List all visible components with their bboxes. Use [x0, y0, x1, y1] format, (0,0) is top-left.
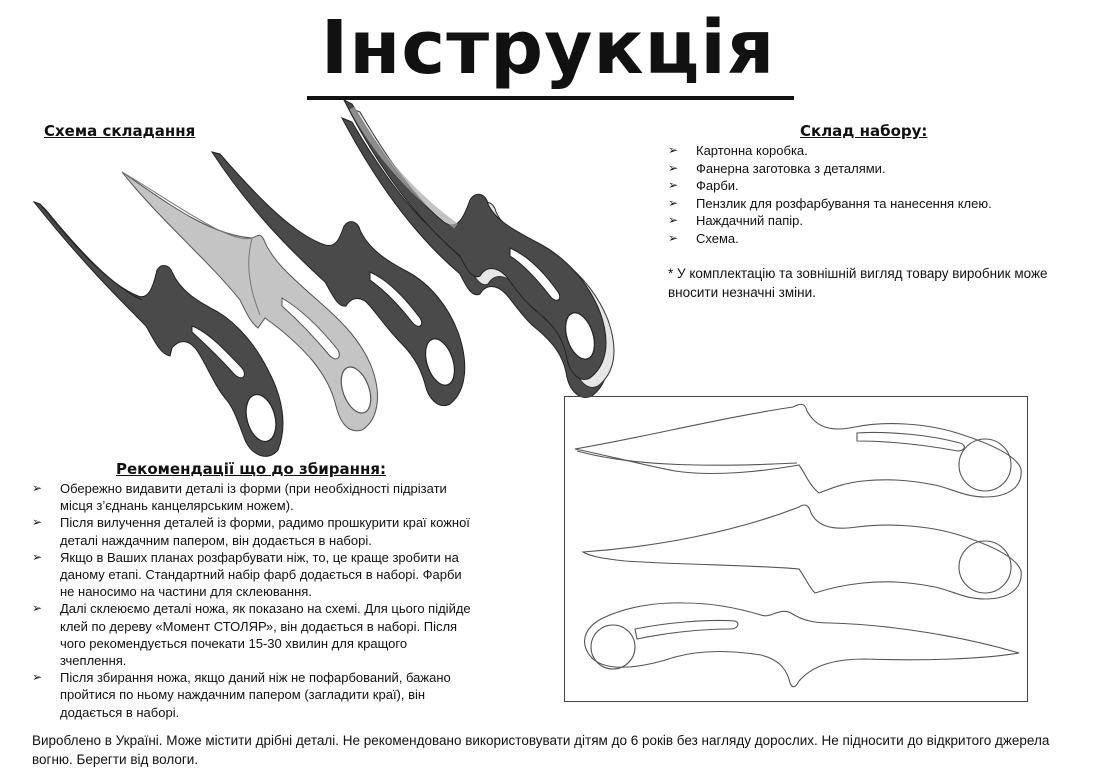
list-item: ➢ Обережно видавити деталі із форми (при необхідності підрізати місця з’єднань канцелярським ножем). — [32, 481, 447, 514]
footer-warning: Вироблено в Україні. Може містити дрібні деталі. Не рекомендовано використовувати дітям до 6 років без нагляду дорослих. Не підносити до відкритого джерела вогню. Берегти від вологи. — [32, 733, 1050, 767]
arrow-bullet-icon: ➢ — [668, 178, 679, 193]
list-item: ➢ Якщо в Ваших планах розфарбувати ніж, то, це краще зробити на даному етапі. Стандартний набір фарб додається в наборі. Фарби не наносимо на частини для склеювання. — [32, 549, 462, 600]
arrow-bullet-icon: ➢ — [668, 230, 679, 245]
arrow-bullet-icon: ➢ — [32, 481, 43, 495]
list-item: ➢ Далі склеюємо деталі ножа, як показано на схемі. Для цього підійде клей по дереву «Момент СТОЛЯР», він додається в наборі. Після чого рекомендується почекати 15-30 хвилин для кращого зчеплення. — [32, 601, 471, 669]
parts-template-drawing — [565, 397, 1027, 701]
recommendations-list — [32, 480, 477, 721]
list-item: ➢ Схема. — [668, 230, 739, 246]
list-item: ➢ Картонна коробка. — [668, 143, 808, 158]
list-item: ➢ Після збирання ножа, якщо даний ніж не пофарбований, бажано пройтися по ньому наждачним папером (загладити краї), він додається в наборі. — [32, 670, 451, 720]
arrow-bullet-icon: ➢ — [668, 143, 679, 157]
arrow-bullet-icon: ➢ — [32, 670, 43, 685]
list-item: ➢ Наждачний папір. — [668, 213, 803, 229]
knife-assembled — [342, 100, 614, 397]
schema-heading: Схема складання — [44, 122, 196, 140]
list-item: ➢ Фанерна заготовка з деталями. — [668, 160, 886, 176]
kit-disclaimer: * У комплектацію та зовнішній вигляд товару виробник може вносити незначні зміни. — [668, 266, 1048, 300]
list-item: ➢ Після вилучення деталей із форми, радимо прошкурити краї кожної деталі наждачним папером, він додається в наборі. — [32, 515, 470, 548]
kit-heading: Склад набору: — [800, 122, 928, 140]
template-part-3 — [585, 603, 1019, 687]
parts-template — [564, 396, 1028, 702]
page-title: Інструкція — [320, 5, 776, 91]
arrow-bullet-icon: ➢ — [668, 213, 679, 228]
arrow-bullet-icon: ➢ — [32, 549, 43, 564]
arrow-bullet-icon: ➢ — [32, 515, 43, 530]
list-item: ➢ Пензлик для розфарбування та нанесення клею. — [668, 195, 992, 211]
arrow-bullet-icon: ➢ — [32, 601, 43, 616]
arrow-bullet-icon: ➢ — [668, 160, 679, 175]
assembly-schema-illustration — [20, 100, 620, 470]
recommendations-heading: Рекомендації що до збирання: — [116, 460, 386, 478]
arrow-bullet-icon: ➢ — [668, 195, 679, 210]
template-part-2 — [583, 505, 1021, 599]
kit-list — [668, 142, 992, 248]
list-item: ➢ Фарби. — [668, 178, 739, 194]
